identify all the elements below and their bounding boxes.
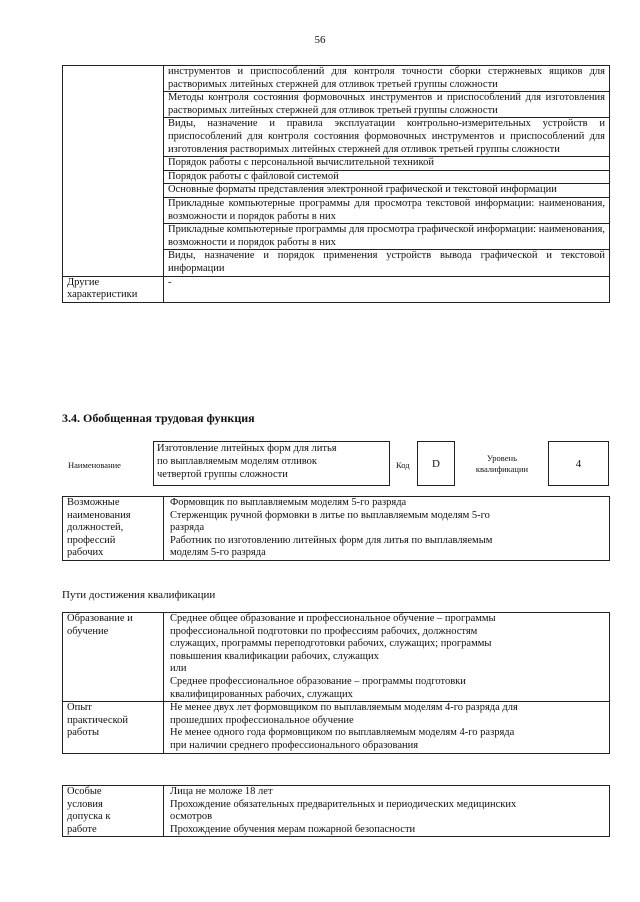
label-line: характеристики: [67, 289, 138, 301]
table-row: [63, 702, 610, 753]
table-row: [63, 613, 610, 702]
name-label: Наименование: [68, 460, 121, 470]
label-line: профессий: [67, 534, 116, 546]
table-row: [63, 276, 610, 302]
table-cell: Порядок работы с файловой системой: [164, 170, 610, 184]
value-line: Стерженщик ручной формовки в литье по выплавляемым моделям 5-го: [170, 509, 490, 521]
table-row: [63, 497, 610, 561]
qualification-caption: Пути достижения квалификации: [62, 589, 216, 601]
label-line: работе: [67, 823, 97, 835]
page-number: 56: [314, 34, 326, 46]
value-line: моделям 5-го разряда: [170, 547, 266, 559]
function-name-line: четвертой группы сложности: [157, 469, 288, 480]
value-line: Лица не моложе 18 лет: [170, 786, 273, 797]
label-line: Другие: [67, 276, 100, 288]
table-cell: Прикладные компьютерные программы для просмотра графической информации: наименования, возможности и порядок работы в них: [164, 224, 610, 250]
admission-conditions-table: [62, 785, 610, 837]
value-line: осмотров: [170, 811, 213, 823]
function-name-line: по выплавляемым моделям отливок: [157, 456, 318, 467]
function-name-box: [153, 441, 390, 486]
education-value: [164, 613, 610, 702]
conditions-label: [63, 786, 164, 837]
experience-label: [63, 702, 164, 753]
label-line: условия: [67, 798, 103, 810]
value-line: квалифицированных рабочих, служащих: [170, 688, 353, 700]
table-cell: Методы контроля состояния формовочных инструментов и приспособлений для изготовления растворимых литейных стержней для отливок третьей группы сложности: [164, 92, 610, 118]
generalized-function-header: [62, 441, 610, 491]
code-label: Код: [396, 460, 410, 470]
experience-value: [164, 702, 610, 753]
label-line: Возможные: [67, 497, 120, 508]
table-cell: Порядок работы с персональной вычислительной техникой: [164, 157, 610, 171]
positions-label: [63, 497, 164, 561]
label-line: практической: [67, 714, 129, 726]
table-cell: Виды, назначение и правила эксплуатации контрольно-измерительных устройств и приспособлений для контроля состояния формовочных инструментов и приспособлений для изготовления растворимых литейных стержней для отливок третьей группы сложности: [164, 118, 610, 157]
positions-table: [62, 496, 610, 561]
level-label-line: квалификации: [475, 464, 529, 474]
positions-value: [164, 497, 610, 561]
table-row: [63, 66, 610, 92]
other-characteristics-label: [63, 276, 164, 302]
function-name-line: Изготовление литейных форм для литья: [157, 443, 337, 454]
value-line: Не менее одного года формовщиком по выплавляемым моделям 4-го разряда: [170, 727, 515, 739]
label-line: Образование и: [67, 613, 133, 624]
label-line: должностей,: [67, 522, 124, 534]
value-line: служащих, программы переподготовки рабочих, служащих; программы: [170, 638, 492, 650]
value-line: при наличии среднего профессионального образования: [170, 739, 419, 751]
label-line: наименования: [67, 509, 131, 521]
label-line: обучение: [67, 625, 109, 637]
qualification-table: [62, 612, 610, 754]
value-line: Среднее общее образование и профессиональное обучение – программы: [170, 613, 496, 624]
code-value: D: [417, 441, 455, 486]
table-cell: инструментов и приспособлений для контроля точности сборки стержневых ящиков для растворимых литейных стержней для отливок третьей группы сложности: [164, 66, 610, 92]
value-line: прошедших профессиональное обучение: [170, 714, 354, 726]
table-cell: Виды, назначение и порядок применения устройств вывода графической и текстовой информации: [164, 250, 610, 276]
label-line: Особые: [67, 786, 102, 797]
value-line: повышения квалификации рабочих, служащих: [170, 650, 379, 662]
label-line: рабочих: [67, 547, 104, 559]
label-line: Опыт: [67, 702, 92, 714]
label-line: допуска к: [67, 811, 111, 823]
value-line: Среднее профессиональное образование – программы подготовки: [170, 675, 466, 687]
value-line: Формовщик по выплавляемым моделям 5-го разряда: [170, 497, 407, 508]
table-cell: Основные форматы представления электронной графической и текстовой информации: [164, 184, 610, 198]
value-line: Не менее двух лет формовщиком по выплавляемым моделям 4-го разряда для: [170, 702, 518, 714]
table-cell-empty: [63, 66, 164, 277]
value-line: профессиональной подготовки по профессиям рабочих, должностям: [170, 625, 478, 637]
other-characteristics-value: -: [164, 276, 610, 302]
table-cell: Прикладные компьютерные программы для просмотра текстовой информации: наименования, возможности и порядок работы в них: [164, 197, 610, 223]
qualification-level-label: [462, 453, 542, 475]
value-line: или: [170, 663, 187, 675]
value-line: Работник по изготовлению литейных форм для литья по выплавляемым: [170, 534, 493, 546]
section-title: 3.4. Обобщенная трудовая функция: [62, 411, 255, 425]
value-line: разряда: [170, 522, 205, 534]
value-line: Прохождение обязательных предварительных и периодических медицинских: [170, 798, 517, 810]
conditions-value: [164, 786, 610, 837]
label-line: работы: [67, 727, 100, 739]
table-row: [63, 786, 610, 837]
qualification-level-value: 4: [548, 441, 609, 486]
knowledge-table-continuation: [62, 65, 610, 303]
value-line: Прохождение обучения мерам пожарной безопасности: [170, 823, 416, 835]
education-label: [63, 613, 164, 702]
level-label-line: Уровень: [487, 453, 517, 463]
